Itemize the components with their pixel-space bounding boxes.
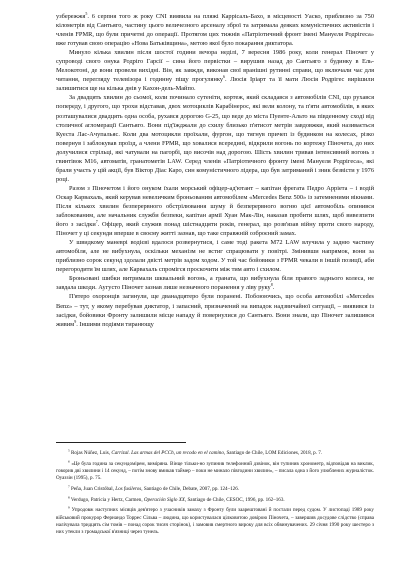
footnote [56,507,374,537]
footnote-number: 5 [68,448,70,453]
paragraph [56,292,374,328]
footnote-ref[interactable]: 9 [74,318,77,324]
paragraph [56,12,374,48]
footnote-text: Peña, Juan Cristóbal, [70,486,116,492]
footnote [56,494,374,504]
footnote-text: , Santiago de Chile, Debate, 2007, pp. 124–126. [141,486,240,492]
footnote-ref[interactable]: 8 [270,282,273,288]
footnote-title: Operación Siglo XX [143,496,185,503]
text-span: . Люсія Іріарт та її мати Люсія Родрігес вирішили залишитися ще на кілька днів у Кахон-дель-Майпо. [56,76,374,93]
footnote-title: Carrizal. Las armas del PCCh, un recodo en el camino [111,450,224,456]
text-span: Минуло кілька хвилин після шостої години вечора неділі, 7 вересня 1986 року, коли генерал Піночет у супроводі свого онука Родріго Гарсії – сина його первістки – вирушив назад до Сантьяго з будинку в Ель-Мелокотоні, де вони провели вихідні. Він, як завжди, виконав свої вранішні рутинні справи, що включали час для читання, перегляду телевізора і годинну піщу прогулянку [56,49,374,84]
footnote-text: Verdugo, Patricia y Hertz, Carmen, [70,496,144,503]
footnote [56,450,374,457]
footnote-text: Упродовж наступних місяців дев'ятеро з учасників замаху з Фронту були заарештовані й постали перед судом. У листопаді 1989 року військовий прокурор Фернандо Торрес Сільва – людина, що користувалася цілковитою довірою Піночета, – завершив досудове слідство (справа налічувала тридцять сім томів – понад сорок тисяч сторінок), і замовив смертного вироку для всіх обвинувачених. 29 січня 1990 року шестеро з них утекли з громадської в'язниці через тунель. [56,507,374,536]
footnote [56,486,374,493]
text-span: П'ятеро охоронців загинули, ще дванадцятеро були поранені. Побоюючись, що особа автомобілі «Mercedes Benz» – тут, у якому перебував диктатор, і запасний, призначений на випадок надзвичайної ситуації, – виявився із засідки, бойовики Фронту залишили місце нападу й повернулися до Сантьяго. Вони знали, що Піночет залишився живим [56,293,374,328]
footnote-number: 6 [68,458,70,463]
text-span: Броньовані шибки витримали шквальний вогонь, а граната, що вибухнула біля правого заднього колеса, не завдала шкоди. Аугусто Піночет зазнав лише незначного поранення у ліву руку [56,275,374,292]
footnote-separator [56,442,186,443]
footnote-number: 9 [68,505,70,510]
footnote-number: 8 [68,494,70,499]
paragraph [56,48,374,93]
footnote-text: Rojas Núñez, Luis, [70,450,112,456]
text-span: . Офіцер, який служив понад шістнадцяти років, генерал, що розв'язав війну проти свого народу, Піночет у ці секунди вперше в своєму житті зазнав, що таке справжній озброєний замах. [56,221,374,238]
footnote [56,458,374,483]
text-span: За двадцять хвилин до сьомої, коли починало сутеніти, кортеж, який складався з автомобілів CNI, що рухався попереду, і другого, що трохи відставав, двох мотоциклів Карабінерос, які вели колону, та п'яти автомобілів, в яких розташувалися двадцять одна особа, рухався дорогою G-25, що веде до міста Пуенте-Альто на південному сході від столичної агломерації Сантьяго. Вони під'їжджали до схилу близько п'ятисот метрів завдовжки, який називається Куеста Лас-Ачупальяс. Коли два мотоцикли проїхали, фургон, що тягнув причеп із будинком на колесах, різко повернув і заблокував проїзд, а члени FPMR, що ховалися всередині, відкрили вогонь по кортежу Піночета, до них долучилися стрільці, які чатували на пагорбі, що височів над дорогою. Шість хвилин тривав інтенсивний вогонь з гвинтівок M16, автоматів, гранатометів LAW. Серед членів «Патріотичного фронту імені Мануеля Родрігеса», які брали участь у цій акції, був Віктор Діас Каро, син комуністичного лідера, що був затриманий і зник безвісти у 1976 році. [56,94,374,183]
footnote-ref[interactable]: 6 [223,74,226,80]
footnote-ref[interactable]: 7 [95,218,98,224]
paragraph [56,184,374,238]
text-span: . [272,284,275,292]
paragraph [56,93,374,183]
body-text [56,12,374,329]
text-span: . Іншими подіями тиранющу [76,320,154,328]
text-span: У швидкому маневрі водієві вдалося розвернутися, і саме тоді ракета M72 LAW влучила у задню частину автомобіля, але не вибухнула, оскільки механізм не встиг спрацювати у повітрі. Змінивши напрямок, вони за приблизно сорок секунд здолали двісті метрів задом ходом. У той час бойовики з FPMR чекали в іншій позиції, аби перегородити їм шлях, але Карвахаль спромігся проскочити між тим авто і схилом. [56,239,374,274]
footnotes [56,450,374,540]
paragraph [56,238,374,274]
footnote-text: , Santiago de Chile, CESOC, 1996, pp. 162–163. [184,496,285,503]
text-span: Разом з Піночетом і його онуком їхали морський офіцер-ад'ютант – капітан фрегата Педро Арріета – і водій Оскар Карвахаль, який керував невеличким броньованим автомобілем «Mercedes Benz 500» із затемненими вікнами. Після кількох хвилин безперервного обстрілювання шуму й безперервного вогню цієї автомобіль опинився заблокованим, але начальник служби безпеки, капітан армії Хуан Мак-Лін, наказав пробити шлях, щоб вивезпити його з засідки [56,184,374,229]
footnote-ref[interactable]: 5 [85,10,88,16]
footnote-title: Los fusileros [115,486,142,492]
footnote-text: «Це була година за секундомірем, виміряна. Вінце тільки-но зупинив телефонний дзвінок, він тупинив хронометр, відповідав на виклик, говорив дві хвилини і 14 секунд, – потім знову вмикав таймер – поки не минало півгодини хвилин», – писала одна з його улюблених журналісток. Оуаззін (1995), p. 75. [56,460,374,482]
text-span: . 6 серпня того ж року CNI виявила на пляжі Каррісаль-Бахо, в місцевості Уаско, приблизно за 750 кілометрів від Сантьяго, частину цього величезного арсеналу зброї та затримала деяких комуністичних активістів і членів FPMR, що були причетні до операції. Протягом цих тижнів «Патріотичний фронт імені Мануеля Родрігеса» вже готував свою операцію «Нова Батьківщина», метою якої було покарання диктатора. [56,13,374,48]
paragraph [56,274,374,292]
text-span: узбережжя [56,13,86,20]
footnote-text: , Santiago de Chile, LOM Ediciones, 2018, p. 7. [223,450,323,456]
footnote-number: 7 [68,484,70,489]
